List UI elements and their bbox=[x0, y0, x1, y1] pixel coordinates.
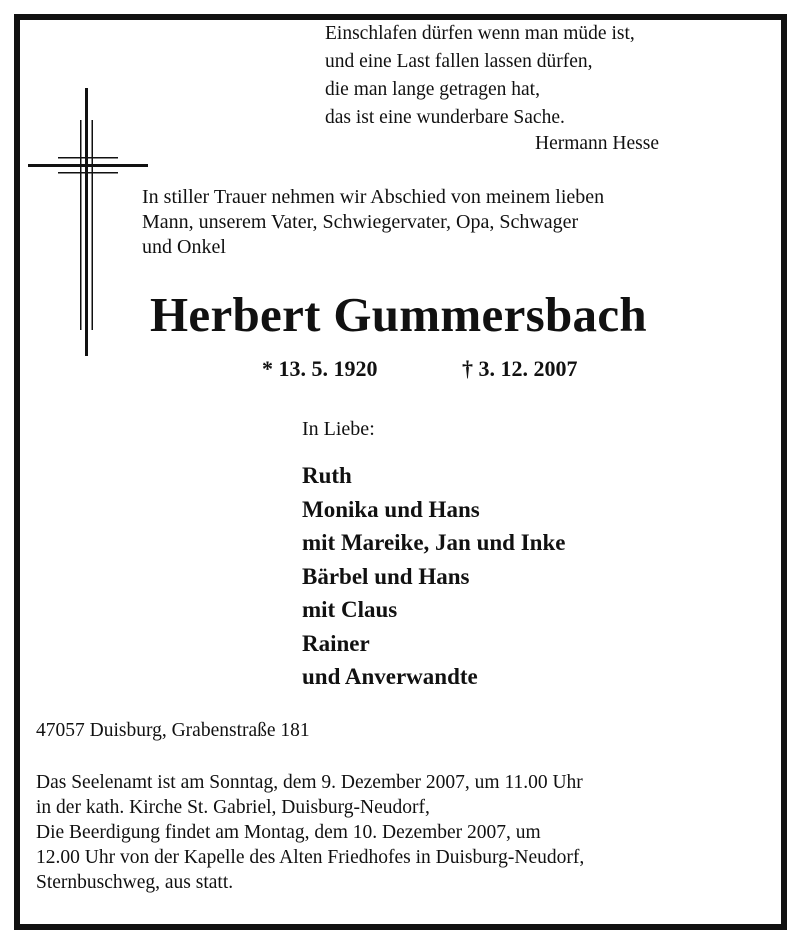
poem-quote bbox=[325, 20, 635, 132]
family-address: 47057 Duisburg, Grabenstraße 181 bbox=[36, 720, 310, 741]
mourner-name: mit Claus bbox=[302, 597, 398, 622]
mourner-name: Ruth bbox=[302, 463, 352, 488]
death-date: † 3. 12. 2007 bbox=[462, 356, 578, 381]
intro-line: und Onkel bbox=[142, 236, 226, 258]
service-line: Die Beerdigung findet am Montag, dem 10. Dezember 2007, um bbox=[36, 822, 541, 843]
mourners-heading: In Liebe: bbox=[302, 418, 375, 440]
mourner-name: Rainer bbox=[302, 630, 370, 656]
intro-line: Mann, unserem Vater, Schwiegervater, Opa, Schwager bbox=[142, 211, 579, 233]
intro-text bbox=[142, 185, 604, 260]
mourners-list bbox=[302, 459, 565, 694]
service-line: in der kath. Kirche St. Gabriel, Duisburg-Neudorf, bbox=[36, 797, 430, 818]
poem-author: Hermann Hesse bbox=[535, 133, 659, 154]
service-details bbox=[36, 770, 584, 895]
service-line: 12.00 Uhr von der Kapelle des Alten Friedhofes in Duisburg-Neudorf, bbox=[36, 847, 585, 868]
mourner-name: Bärbel und Hans bbox=[302, 563, 470, 589]
service-line: Das Seelenamt ist am Sonntag, dem 9. Dezember 2007, um 11.00 Uhr bbox=[36, 772, 583, 793]
deceased-name: Herbert Gummersbach bbox=[150, 287, 647, 342]
poem-line: das ist eine wunderbare Sache. bbox=[325, 107, 565, 128]
poem-line: die man lange getragen hat, bbox=[325, 79, 540, 100]
mourner-name: mit Mareike, Jan und Inke bbox=[302, 530, 566, 555]
mourner-name: Monika und Hans bbox=[302, 496, 480, 522]
poem-line: und eine Last fallen lassen dürfen, bbox=[325, 51, 593, 72]
service-line: Sternbuschweg, aus statt. bbox=[36, 872, 234, 893]
intro-line: In stiller Trauer nehmen wir Abschied von meinem lieben bbox=[142, 186, 605, 208]
mourner-name: und Anverwandte bbox=[302, 664, 478, 689]
birth-date: * 13. 5. 1920 bbox=[262, 356, 378, 381]
poem-line: Einschlafen dürfen wenn man müde ist, bbox=[325, 23, 635, 44]
